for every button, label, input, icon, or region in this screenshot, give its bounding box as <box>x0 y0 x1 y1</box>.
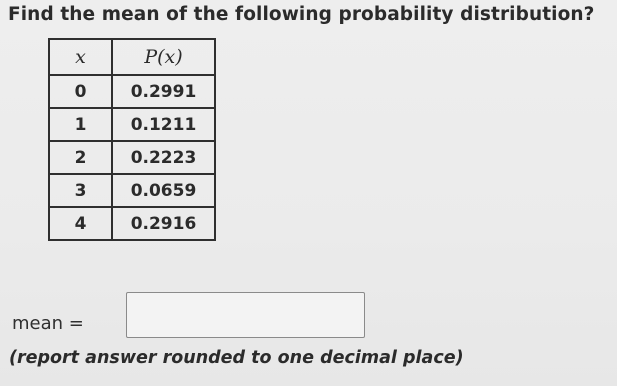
table-row <box>49 108 215 141</box>
cell-px: 0.2991 <box>112 75 215 108</box>
cell-x: 1 <box>49 108 112 141</box>
mean-label: mean = <box>12 313 84 334</box>
probability-distribution-table <box>48 38 216 241</box>
rounding-instruction: (report answer rounded to one decimal place) <box>9 348 464 368</box>
cell-px: 0.2223 <box>112 141 215 174</box>
header-px: P(x) <box>112 39 215 75</box>
cell-px: 0.1211 <box>112 108 215 141</box>
mean-answer-input[interactable] <box>126 292 365 338</box>
cell-px: 0.2916 <box>112 207 215 240</box>
cell-x: 0 <box>49 75 112 108</box>
table-row <box>49 174 215 207</box>
cell-x: 4 <box>49 207 112 240</box>
table-row <box>49 141 215 174</box>
cell-x: 3 <box>49 174 112 207</box>
table-header-row <box>49 39 215 75</box>
table-row <box>49 207 215 240</box>
cell-x: 2 <box>49 141 112 174</box>
table-row <box>49 75 215 108</box>
header-x: x <box>49 39 112 75</box>
question-text: Find the mean of the following probability distribution? <box>8 4 595 25</box>
cell-px: 0.0659 <box>112 174 215 207</box>
